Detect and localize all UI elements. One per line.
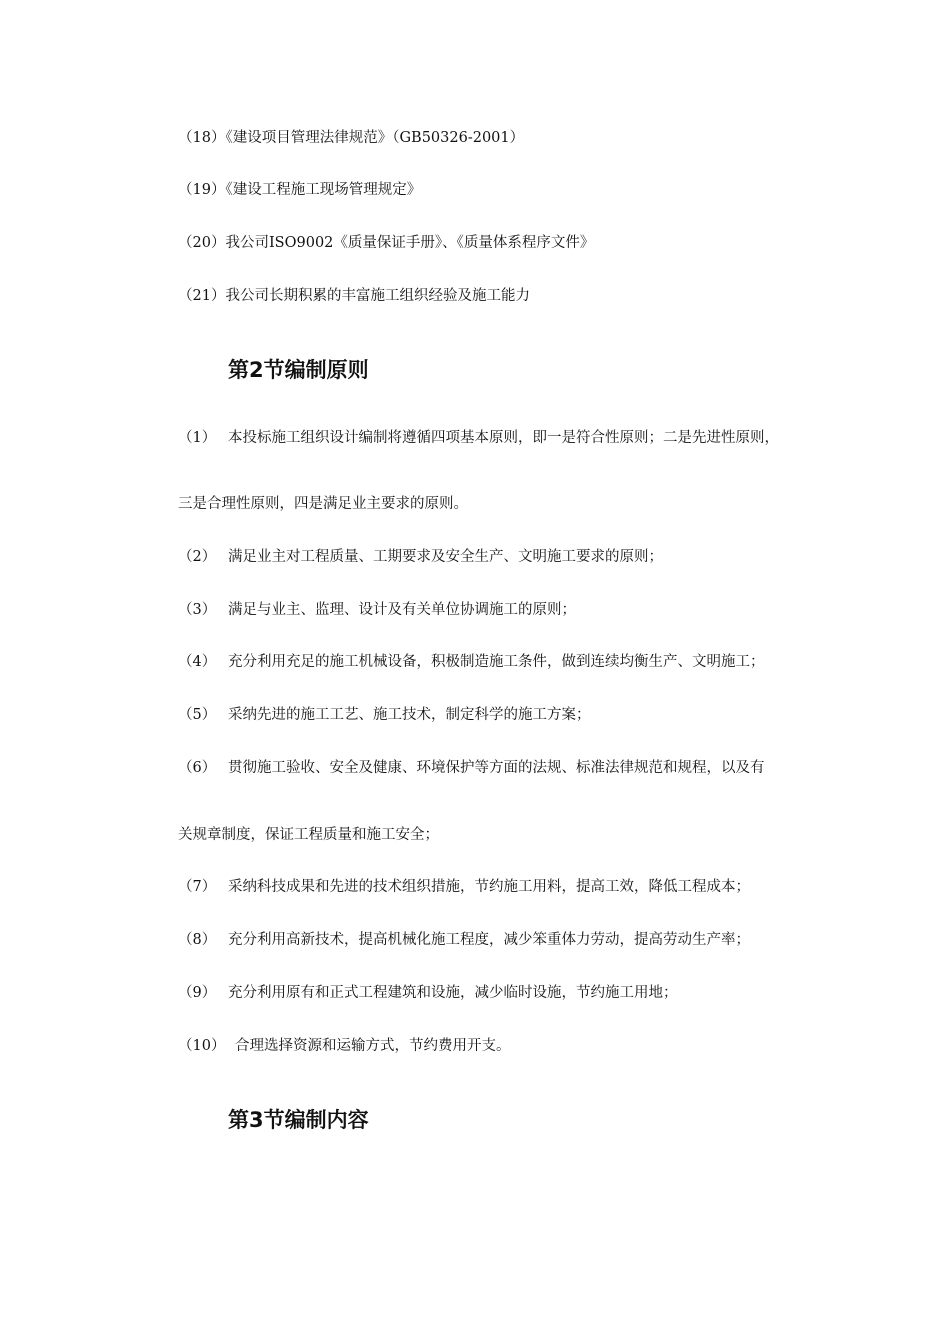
item-number: （19） bbox=[178, 182, 226, 198]
item-number: （5） bbox=[178, 707, 217, 723]
reference-item bbox=[178, 180, 421, 200]
item-number: （10） bbox=[178, 1038, 226, 1054]
item-text: 充分利用原有和正式工程建筑和设施，减少临时设施，节约施工用地； bbox=[228, 985, 678, 1001]
principle-item bbox=[178, 983, 678, 1003]
item-text: 采纳先进的施工工艺、施工技术，制定科学的施工方案； bbox=[228, 707, 591, 723]
item-number: （21） bbox=[178, 288, 226, 304]
item-number: （4） bbox=[178, 654, 217, 670]
item-text: 本投标施工组织设计编制将遵循四项基本原则，即一是符合性原则；二是先进性原则， bbox=[228, 430, 779, 446]
item-number: （18） bbox=[178, 130, 226, 146]
reference-item bbox=[178, 233, 594, 253]
principle-item bbox=[178, 705, 591, 725]
item-number: （1） bbox=[178, 430, 217, 446]
principle-item bbox=[178, 547, 663, 567]
section-heading: 第3节编制内容 bbox=[228, 1108, 369, 1132]
item-text: 采纳科技成果和先进的技术组织措施，节约施工用料，提高工效，降低工程成本； bbox=[228, 879, 750, 895]
reference-item bbox=[178, 286, 530, 306]
item-text: 满足与业主、监理、设计及有关单位协调施工的原则； bbox=[228, 602, 576, 618]
item-text: 我公司长期积累的丰富施工组织经验及施工能力 bbox=[225, 288, 530, 304]
item-number: （6） bbox=[178, 760, 217, 776]
principle-item bbox=[178, 758, 765, 778]
item-number: （2） bbox=[178, 549, 217, 565]
item-continuation: 关规章制度，保证工程质量和施工安全； bbox=[178, 827, 439, 843]
reference-item bbox=[178, 128, 524, 148]
principle-item bbox=[178, 600, 576, 620]
item-text: 充分利用高新技术，提高机械化施工程度，减少笨重体力劳动，提高劳动生产率； bbox=[228, 932, 750, 948]
item-text: 《建设工程施工现场管理规定》 bbox=[225, 182, 422, 198]
item-text: 《建设项目管理法律规范》（GB50326-2001） bbox=[225, 130, 525, 146]
principle-item bbox=[178, 877, 750, 897]
item-text: 满足业主对工程质量、工期要求及安全生产、文明施工要求的原则； bbox=[228, 549, 663, 565]
item-number: （20） bbox=[178, 235, 226, 251]
item-number: （7） bbox=[178, 879, 217, 895]
principle-item bbox=[178, 930, 750, 950]
principle-item bbox=[178, 1036, 511, 1056]
principle-item bbox=[178, 652, 765, 672]
item-continuation: 三是合理性原则，四是满足业主要求的原则。 bbox=[178, 496, 468, 512]
item-text: 我公司ISO9002《质量保证手册》、《质量体系程序文件》 bbox=[225, 235, 595, 251]
item-text: 合理选择资源和运输方式，节约费用开支。 bbox=[235, 1038, 511, 1054]
principle-item bbox=[178, 428, 779, 448]
item-number: （8） bbox=[178, 932, 217, 948]
item-number: （9） bbox=[178, 985, 217, 1001]
item-number: （3） bbox=[178, 602, 217, 618]
item-text: 充分利用充足的施工机械设备，积极制造施工条件，做到连续均衡生产、文明施工； bbox=[228, 654, 765, 670]
item-text: 贯彻施工验收、安全及健康、环境保护等方面的法规、标准法律规范和规程，以及有 bbox=[228, 760, 765, 776]
section-heading: 第2节编制原则 bbox=[228, 358, 369, 382]
